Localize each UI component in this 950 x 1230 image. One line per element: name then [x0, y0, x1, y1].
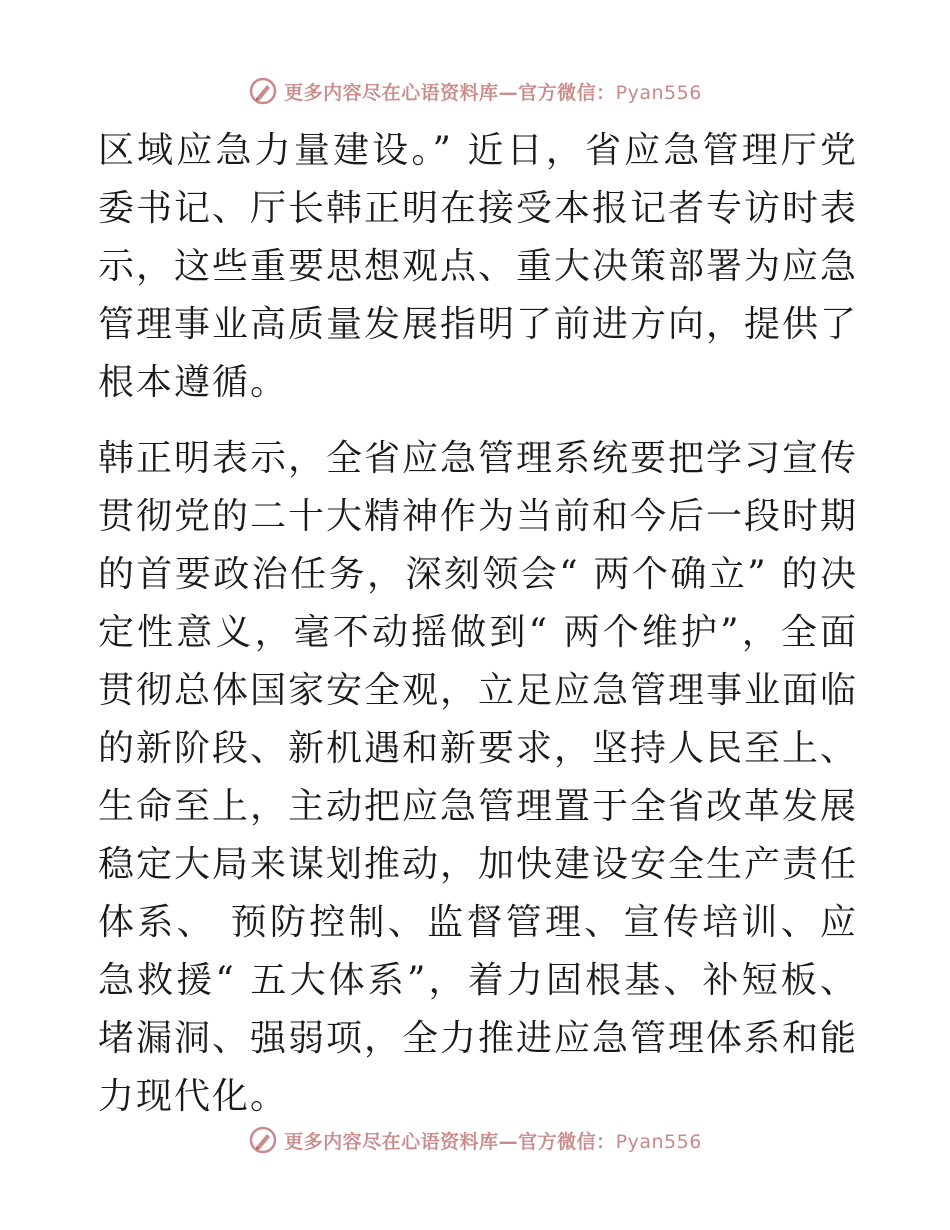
watermark-wechat-id: Pyan556 — [615, 1130, 702, 1153]
document-body — [98, 122, 858, 1126]
header-watermark — [0, 71, 950, 111]
paragraph-1: 区域应急力量建设。” 近日，省应急管理厅党委书记、厅长韩正明在接受本报记者专访时表示，这些重要思想观点、重大决策部署为应急管理事业高质量发展指明了前进方向，提供了根本遵循。 — [98, 130, 859, 403]
pen-circle-logo-icon — [248, 76, 278, 106]
pen-circle-logo-icon — [248, 1125, 278, 1155]
watermark-text: 更多内容尽在心语资料库—官方微信：Pyan556 — [284, 81, 702, 104]
watermark-text: 更多内容尽在心语资料库—官方微信：Pyan556 — [284, 1130, 702, 1153]
watermark-wechat-id: Pyan556 — [615, 81, 702, 104]
footer-watermark — [0, 1120, 950, 1160]
paragraph-2: 韩正明表示，全省应急管理系统要把学习宣传贯彻党的二十大精神作为当前和今后一段时期的首要政治任务，深刻领会“ 两个确立” 的决定性意义，毫不动摇做到“ 两个维护”，全面贯彻总体国家安全观，立足应急管理事业面临的新阶段、新机遇和新要求，坚持人民至上、生命至上，主动把应急管理置于全省改革发展稳定大局来谋划推动，加快建设安全生产责任体系、 预防控制、监督管理、宣传培训、应急救援“ 五大体系”，着力固根基、补短板、堵漏洞、强弱项，全力推进应急管理体系和能力现代化。 — [98, 438, 859, 1117]
